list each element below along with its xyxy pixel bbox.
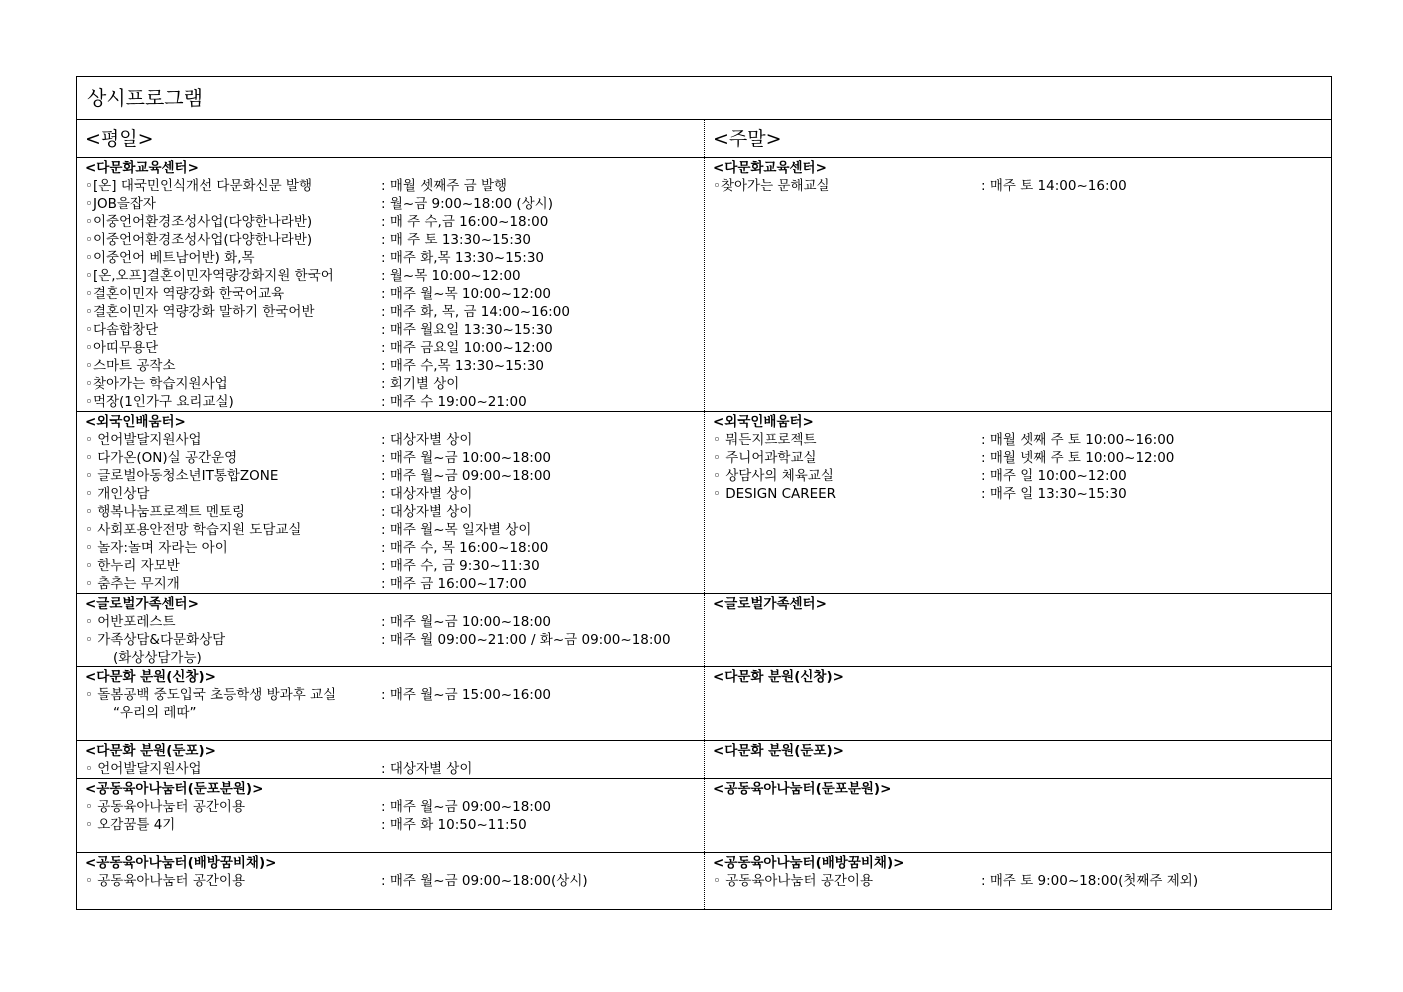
- page-title: 상시프로그램: [77, 77, 1331, 120]
- program-item: [85, 539, 704, 557]
- program-schedule: : 매주 월~금 09:00~18:00: [381, 799, 552, 815]
- section-title: <외국인배움터>: [713, 414, 814, 430]
- program-item: [713, 485, 1331, 503]
- weekday-cell: [77, 594, 705, 666]
- program-schedule: : 매 주 토 13:30~15:30: [381, 232, 531, 248]
- program-schedule: : 매주 월~금 09:00~18:00(상시): [381, 873, 588, 889]
- program-name: ◦이중언어환경조성사업(다양한나라반): [85, 232, 313, 248]
- program-item: [85, 449, 704, 467]
- program-name: ◦결혼이민자 역량강화 말하기 한국어반: [85, 304, 315, 320]
- program-name: ◦이중언어환경조성사업(다양한나라반): [85, 214, 313, 230]
- weekday-cell: [77, 667, 705, 740]
- program-schedule: : 매주 수 19:00~21:00: [381, 394, 527, 410]
- program-schedule: : 매주 월~금 10:00~18:00: [381, 450, 552, 466]
- section-title: <글로벌가족센터>: [713, 596, 827, 612]
- program-name: ◦스마트 공작소: [85, 358, 176, 374]
- section-title: <다문화 분원(신창)>: [713, 669, 844, 685]
- program-item: [85, 393, 704, 411]
- program-schedule: : 월~금 9:00~18:00 (상시): [381, 196, 553, 212]
- program-row: [77, 667, 1331, 741]
- program-name: ◦ 주니어과학교실: [713, 450, 817, 466]
- program-name: ◦ 글로벌아동청소년IT통합ZONE: [85, 468, 279, 484]
- program-item: [85, 467, 704, 485]
- weekday-cell: [77, 853, 705, 909]
- program-name: ◦JOB을잡자: [85, 196, 156, 212]
- program-name: ◦ 놀자:놀며 자라는 아이: [85, 540, 228, 556]
- section-title: <공동육아나눔터(둔포분원)>: [85, 781, 264, 797]
- program-name: ◦ 언어발달지원사업: [85, 761, 202, 777]
- program-schedule: : 매주 금 16:00~17:00: [381, 576, 527, 592]
- program-name: ◦찾아가는 문해교실: [713, 178, 830, 194]
- program-item: [85, 798, 704, 816]
- program-schedule: : 매주 금요일 10:00~12:00: [381, 340, 553, 356]
- weekend-cell: [705, 412, 1331, 593]
- program-table: [76, 76, 1332, 910]
- program-item: [85, 503, 704, 521]
- program-name: ◦ 공동육아나눔터 공간이용: [85, 873, 245, 889]
- program-schedule: : 회기별 상이: [381, 376, 460, 392]
- program-schedule: : 매주 화,목 13:30~15:30: [381, 250, 544, 266]
- program-name: ◦ 돌봄공백 중도입국 초등학생 방과후 교실: [85, 687, 337, 703]
- program-item: [85, 557, 704, 575]
- weekend-header: <주말>: [713, 128, 782, 150]
- program-schedule: : 매주 월~금 15:00~16:00: [381, 687, 552, 703]
- program-item: [85, 267, 704, 285]
- program-name: ◦[온,오프]결혼이민자역량강화지원 한국어: [85, 268, 334, 284]
- program-item: [85, 613, 704, 631]
- program-schedule: : 매주 수, 금 9:30~11:30: [381, 558, 540, 574]
- section-title: <다문화 분원(둔포)>: [85, 743, 216, 759]
- program-item: [85, 231, 704, 249]
- section-title: <글로벌가족센터>: [85, 596, 199, 612]
- program-item: [85, 249, 704, 267]
- program-item: [85, 816, 704, 834]
- program-schedule: : 매월 셋째주 금 발행: [381, 178, 508, 194]
- program-schedule: : 매주 화, 목, 금 14:00~16:00: [381, 304, 570, 320]
- program-schedule: : 매주 일 13:30~15:30: [981, 486, 1127, 502]
- weekend-cell: [705, 158, 1331, 411]
- program-schedule: : 대상자별 상이: [381, 486, 473, 502]
- section-title: <공동육아나눔터(배방꿈비채)>: [713, 855, 905, 871]
- program-item: [85, 872, 704, 890]
- weekday-cell: [77, 741, 705, 778]
- program-schedule: : 매주 수, 목 16:00~18:00: [381, 540, 549, 556]
- program-schedule: : 매주 월~금 10:00~18:00: [381, 614, 552, 630]
- program-schedule: : 매주 토 9:00~18:00(첫째주 제외): [981, 873, 1199, 889]
- weekday-cell: [77, 412, 705, 593]
- program-item: [85, 177, 704, 195]
- program-schedule: : 매주 월~목 일자별 상이: [381, 522, 532, 538]
- program-item: [713, 449, 1331, 467]
- column-header-row: [77, 120, 1331, 158]
- program-name: ◦ 가족상담&다문화상담: [85, 632, 226, 648]
- program-row: [77, 853, 1331, 909]
- program-schedule: : 매주 화 10:50~11:50: [381, 817, 527, 833]
- section-title: <다문화 분원(신창)>: [85, 669, 216, 685]
- program-name: ◦ 사회포용안전망 학습지원 도담교실: [85, 522, 302, 538]
- program-name: ◦ 행복나눔프로젝트 멘토링: [85, 504, 245, 520]
- program-row: [77, 594, 1331, 667]
- program-item: [85, 321, 704, 339]
- weekday-header: <평일>: [77, 120, 705, 157]
- program-row: [77, 741, 1331, 779]
- program-schedule: : 매주 월요일 13:30~15:30: [381, 322, 553, 338]
- program-name: ◦ 공동육아나눔터 공간이용: [713, 873, 873, 889]
- program-name: ◦결혼이민자 역량강화 한국어교육: [85, 286, 285, 302]
- program-schedule: : 대상자별 상이: [381, 432, 473, 448]
- program-item: [85, 357, 704, 375]
- program-item: [85, 303, 704, 321]
- program-rows: [77, 158, 1331, 909]
- program-name: ◦ 상담사의 체육교실: [713, 468, 834, 484]
- program-item: [85, 339, 704, 357]
- program-item: [85, 213, 704, 231]
- program-name: ◦ 어반포레스트: [85, 614, 176, 630]
- program-item: [713, 467, 1331, 485]
- program-name: ◦아띠무용단: [85, 340, 159, 356]
- program-schedule: : 매주 수,목 13:30~15:30: [381, 358, 544, 374]
- program-item: [85, 485, 704, 503]
- program-item: [85, 760, 704, 778]
- section-title: <다문화교육센터>: [85, 160, 199, 176]
- program-schedule: : 대상자별 상이: [381, 504, 473, 520]
- program-name: (화상상담가능): [113, 650, 202, 666]
- program-name: ◦다솜합창단: [85, 322, 159, 338]
- program-item: [85, 575, 704, 593]
- program-schedule: : 매 주 수,금 16:00~18:00: [381, 214, 549, 230]
- section-title: <공동육아나눔터(둔포분원)>: [713, 781, 892, 797]
- weekend-cell: [705, 779, 1331, 852]
- program-row: [77, 412, 1331, 594]
- program-name: ◦ 다가온(ON)실 공간운영: [85, 450, 238, 466]
- program-name: ◦[온] 대국민인식개선 다문화신문 발행: [85, 178, 312, 194]
- program-item: [713, 431, 1331, 449]
- program-item: [713, 177, 1331, 195]
- program-name: ◦먹장(1인가구 요리교실): [85, 394, 234, 410]
- weekend-cell: [705, 594, 1331, 666]
- weekday-cell: [77, 158, 705, 411]
- program-name: “우리의 레따”: [113, 705, 197, 721]
- program-item: [85, 375, 704, 393]
- program-name: ◦이중언어 베트남어반) 화,목: [85, 250, 255, 266]
- section-title: <다문화교육센터>: [713, 160, 827, 176]
- program-item: [85, 631, 704, 649]
- program-schedule: : 매월 셋째 주 토 10:00~16:00: [981, 432, 1175, 448]
- program-schedule: : 매월 넷째 주 토 10:00~12:00: [981, 450, 1175, 466]
- weekend-cell: [705, 741, 1331, 778]
- program-item: [85, 649, 704, 667]
- program-name: ◦찾아가는 학습지원사업: [85, 376, 228, 392]
- program-name: ◦ 공동육아나눔터 공간이용: [85, 799, 245, 815]
- program-name: ◦ 춤추는 무지개: [85, 576, 180, 592]
- program-schedule: : 대상자별 상이: [381, 761, 473, 777]
- program-schedule: : 월~목 10:00~12:00: [381, 268, 521, 284]
- program-schedule: : 매주 월 09:00~21:00 / 화~금 09:00~18:00: [381, 632, 671, 648]
- program-item: [713, 872, 1331, 890]
- section-title: <공동육아나눔터(배방꿈비채)>: [85, 855, 277, 871]
- program-name: ◦ 개인상담: [85, 486, 150, 502]
- program-schedule: : 매주 월~목 10:00~12:00: [381, 286, 552, 302]
- program-schedule: : 매주 월~금 09:00~18:00: [381, 468, 552, 484]
- program-item: [85, 195, 704, 213]
- program-schedule: : 매주 토 14:00~16:00: [981, 178, 1127, 194]
- program-name: ◦ 언어발달지원사업: [85, 432, 202, 448]
- program-row: [77, 779, 1331, 853]
- program-item: [85, 285, 704, 303]
- program-item: [85, 431, 704, 449]
- program-schedule: : 매주 일 10:00~12:00: [981, 468, 1127, 484]
- program-item: [85, 686, 704, 704]
- section-title: <외국인배움터>: [85, 414, 186, 430]
- section-title: <다문화 분원(둔포)>: [713, 743, 844, 759]
- program-item: [85, 704, 704, 722]
- weekend-cell: [705, 667, 1331, 740]
- program-row: [77, 158, 1331, 412]
- program-name: ◦ 뭐든지프로젝트: [713, 432, 817, 448]
- weekend-cell: [705, 853, 1331, 909]
- program-item: [85, 521, 704, 539]
- program-name: ◦ 한누리 자모반: [85, 558, 180, 574]
- program-name: ◦ 오감꿈틀 4기: [85, 817, 176, 833]
- program-name: ◦ DESIGN CAREER: [713, 486, 837, 502]
- weekday-cell: [77, 779, 705, 852]
